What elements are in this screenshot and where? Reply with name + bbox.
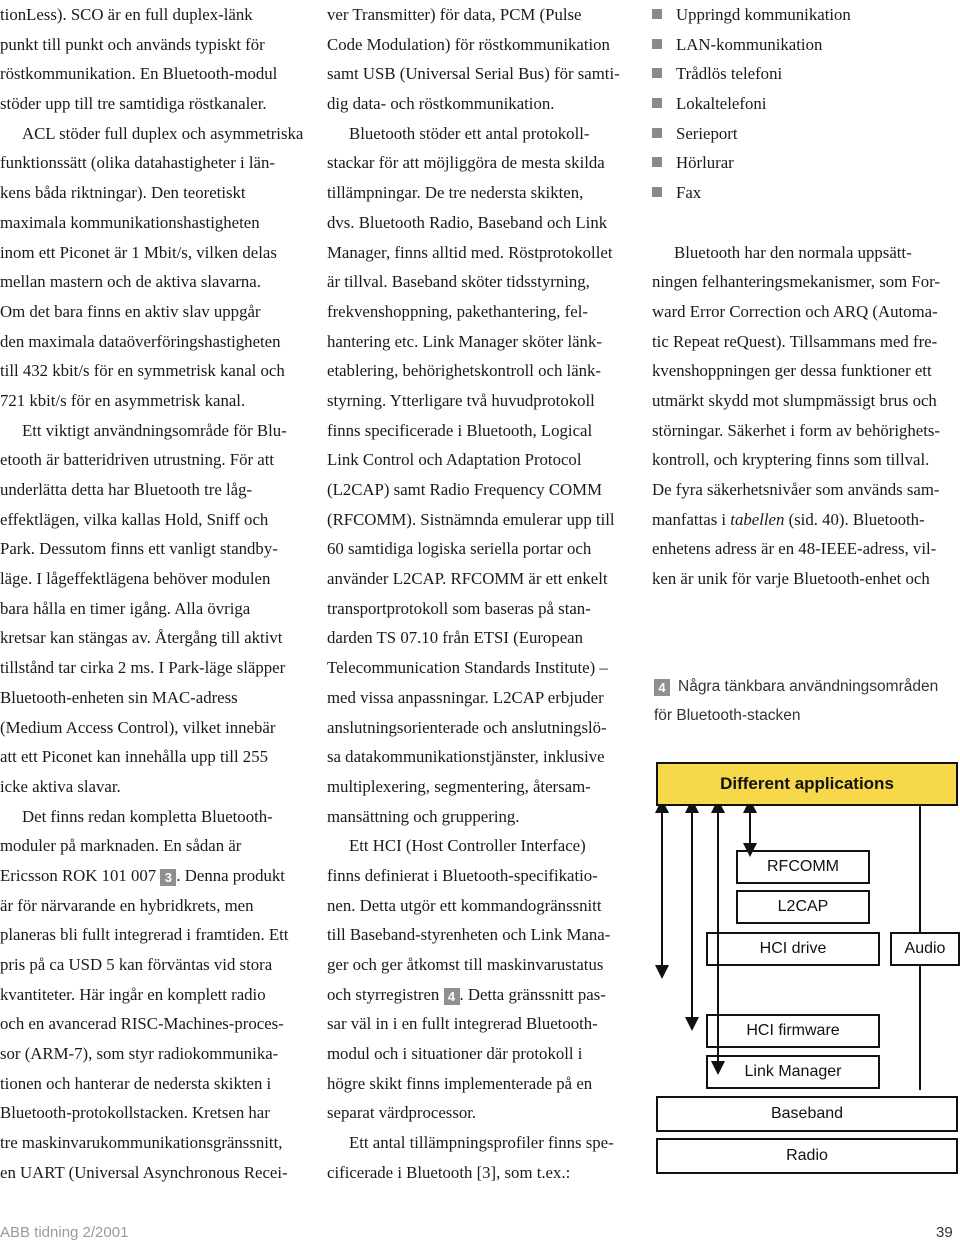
text-line: Bluetooth-enheten sin MAC-adress — [0, 687, 238, 707]
text-line: dvs. Bluetooth Radio, Baseband och Link — [327, 212, 608, 232]
footer-publication: ABB tidning 2/2001 — [0, 1224, 129, 1241]
text-segment: Ericsson ROK 101 007 — [0, 865, 157, 885]
text-line: nen. Detta utgör ett kommandogränssnitt — [327, 895, 602, 915]
text-line: funktionssätt (olika datahastigheter i län- — [0, 153, 275, 173]
text-line: pris på ca USD 5 kan förväntas vid stora — [0, 955, 273, 974]
text-line: planeras bli fullt integrerad i framtiden. Ett — [0, 925, 289, 945]
column-2 — [327, 0, 630, 1188]
text-line: transportprotokoll som baseras på stan- — [327, 598, 591, 618]
text-line: modul och i situationer där protokoll i — [327, 1044, 583, 1064]
text-line: punkt till punkt och används typiskt för — [0, 34, 265, 54]
layer-hci-firmware: HCI firmware — [706, 1014, 880, 1048]
bullet-label: LAN-kommunikation — [676, 34, 823, 54]
text-line: kens båda riktningar). Den teoretiskt — [0, 183, 246, 203]
text-line: Manager, finns alltid med. Röstprotokollet — [327, 242, 613, 262]
text-line: mansättning och gruppering. — [327, 806, 520, 826]
text-line: Bluetooth-protokollstacken. Kretsen har — [0, 1103, 270, 1123]
layer-baseband: Baseband — [656, 1096, 958, 1132]
text-line: att ett Piconet kan innehålla upp till 255 — [0, 747, 268, 767]
text-line: enhetens adress är en 48-IEEE-adress, vil- — [652, 539, 937, 559]
text-line: Code Modulation) för röstkommunikation — [327, 34, 610, 54]
text-line: darden TS 07.10 från ETSI (European — [327, 628, 583, 648]
text-line: effektlägen, vilka kallas Hold, Sniff och — [0, 509, 269, 529]
text-line: kvenshoppningen ger dessa funktioner ett — [652, 361, 932, 381]
text-line — [0, 861, 300, 891]
text-line: utmärkt skydd mot slumpmässigt brus och — [652, 390, 937, 410]
text-line: dig data- och röstkommunikation. — [327, 94, 555, 114]
text-line: röstkommunikation. En Bluetooth-modul — [0, 64, 278, 84]
figure-number-badge: 4 — [654, 679, 670, 696]
text-line: mellan mastern och de aktiva slavarna. — [0, 272, 261, 292]
bullet-label: Uppringd kommunikation — [676, 5, 851, 24]
text-line: underlätta detta har Bluetooth tre låg- — [0, 480, 253, 499]
text-line: styrning. Ytterligare två huvudprotokoll — [327, 390, 595, 410]
figure-ref-badge: 4 — [444, 988, 460, 1005]
text-line: är för närvarande en hybridkrets, men — [0, 895, 254, 915]
text-line: störningar. Säkerhet i form av behörighets- — [652, 420, 941, 440]
text-segment: . Detta gränssnitt pas- — [459, 984, 606, 1004]
page-number: 39 — [936, 1224, 953, 1241]
text-segment: manfattas i — [652, 509, 727, 529]
text-line: till 432 kbit/s för en symmetrisk kanal och — [0, 361, 285, 381]
text-line: anslutningsorienterade och anslutningslö- — [327, 717, 607, 737]
layer-audio: Audio — [890, 932, 960, 966]
layer-radio: Radio — [656, 1138, 958, 1174]
text-line: stöder upp till tre samtidiga röstkanaler. — [0, 94, 267, 114]
text-line: ward Error Correction och ARQ (Automa- — [652, 301, 938, 321]
square-bullet-icon — [652, 68, 662, 78]
figure-ref-badge: 3 — [160, 869, 176, 886]
bullet-item — [652, 30, 958, 60]
text-line: ken är unik för varje Bluetooth-enhet och — [652, 569, 930, 589]
text-line: använder L2CAP. RFCOMM är ett enkelt — [327, 569, 608, 589]
text-segment: och styrregistren — [327, 984, 440, 1004]
text-line: med vissa anpassningar. L2CAP erbjuder — [327, 687, 604, 707]
text-line: Ett antal tillämpningsprofiler finns spe- — [349, 1133, 614, 1153]
bullet-label: Serieport — [676, 123, 738, 143]
text-line: moduler på marknaden. En sådan är — [0, 836, 242, 856]
text-line: samt USB (Universal Serial Bus) för samti- — [327, 64, 620, 84]
text-line: icke aktiva slavar. — [0, 776, 121, 796]
bullet-item — [652, 148, 958, 178]
text-line: den maximala dataöverföringshastigheten — [0, 331, 281, 351]
text-line: Telecommunication Standards Institute) – — [327, 658, 608, 678]
text-line: Link Control och Adaptation Protocol — [327, 450, 582, 470]
text-line: (L2CAP) samt Radio Frequency COMM — [327, 480, 603, 499]
text-line: Bluetooth har den normala uppsätt- — [674, 242, 912, 262]
text-line: De fyra säkerhetsnivåer som används sam- — [652, 480, 940, 499]
layer-hci-drive: HCI drive — [706, 932, 880, 966]
square-bullet-icon — [652, 39, 662, 49]
bullet-item — [652, 0, 958, 30]
text-line: tionLess). SCO är en full duplex-länk — [0, 5, 253, 24]
text-line: (Medium Access Control), vilket innebär — [0, 717, 276, 737]
column-3 — [652, 0, 958, 594]
text-line: multiplexering, segmentering, återsam- — [327, 776, 591, 796]
text-line — [652, 505, 958, 535]
text-line: stackar för att möjliggöra de mesta skilda — [327, 153, 605, 173]
text-line: ver Transmitter) för data, PCM (Pulse — [327, 5, 582, 24]
text-line: separat värdprocessor. — [327, 1103, 477, 1123]
text-line: kvantiteter. Här ingår en komplett radio — [0, 984, 266, 1004]
text-line: kontroll, och kryptering finns som tillval. — [652, 450, 930, 470]
text-line: tillämpningar. De tre nedersta skikten, — [327, 183, 584, 203]
text-line: Det finns redan kompletta Bluetooth- — [22, 806, 273, 826]
text-line: Ett viktigt användningsområde för Blu- — [22, 420, 287, 440]
text-line — [327, 980, 630, 1010]
layer-rfcomm: RFCOMM — [736, 850, 870, 884]
spacer — [652, 208, 958, 238]
text-segment: . Denna produkt — [176, 865, 285, 885]
square-bullet-icon — [652, 128, 662, 138]
text-line: sa datakommunikationstjänster, inklusive — [327, 747, 605, 767]
square-bullet-icon — [652, 98, 662, 108]
caption-title: Några tänkbara användningsområden — [678, 678, 939, 695]
text-line: Ett HCI (Host Controller Interface) — [349, 836, 586, 856]
text-line: tre maskinvarukommunikationsgränssnitt, — [0, 1133, 283, 1153]
text-line: tillstånd tar cirka 2 ms. I Park-läge släpper — [0, 658, 286, 678]
text-line: en UART (Universal Asynchronous Recei- — [0, 1162, 288, 1182]
protocol-stack-diagram — [652, 762, 960, 1186]
text-line: ningen felhanteringsmekanismer, som For- — [652, 272, 940, 292]
square-bullet-icon — [652, 9, 662, 19]
text-line: 60 samtidiga logiska seriella portar och — [327, 539, 592, 559]
bullet-label: Trådlös telefoni — [676, 64, 783, 84]
layer-link-manager: Link Manager — [706, 1055, 880, 1089]
table-reference: tabellen — [730, 509, 785, 529]
text-line: sar väl in i en fullt integrerad Bluetooth- — [327, 1014, 598, 1034]
bullet-item — [652, 178, 958, 208]
text-line: läge. I lågeffektlägena behöver modulen — [0, 569, 271, 589]
text-line: bara hålla en timer igång. Alla övriga — [0, 598, 251, 618]
text-line: etablering, behörighetskontroll och länk- — [327, 361, 602, 381]
text-line: är tillval. Baseband sköter tidsstyrning, — [327, 272, 590, 292]
text-line: Park. Dessutom finns ett vanligt standby- — [0, 539, 278, 559]
text-line: högre skikt finns implementerade på en — [327, 1073, 593, 1093]
text-line: Om det bara finns en aktiv slav uppgår — [0, 301, 261, 321]
bullet-label: Fax — [676, 183, 702, 203]
caption-line: för Bluetooth-stacken — [654, 707, 801, 724]
bullet-item — [652, 59, 958, 89]
square-bullet-icon — [652, 187, 662, 197]
figure-caption — [654, 672, 960, 730]
text-line: ger och ger åtkomst till maskinvarustatus — [327, 955, 604, 974]
text-line: maximala kommunikationshastigheten — [0, 212, 260, 232]
caption-line — [654, 672, 960, 701]
text-line: finns definierat i Bluetooth-specifikatio- — [327, 865, 598, 885]
text-line: och en avancerad RISC-Machines-proces- — [0, 1014, 284, 1034]
text-line: ACL stöder full duplex och asymmetriska — [22, 123, 304, 143]
text-line: inom ett Piconet är 1 Mbit/s, vilken delas — [0, 242, 277, 262]
text-line: tic Repeat reQuest). Tillsammans med fre- — [652, 331, 938, 351]
text-line: kretsar kan stängas av. Återgång till aktivt — [0, 628, 283, 648]
text-line: 721 kbit/s för en asymmetrisk kanal. — [0, 390, 246, 410]
square-bullet-icon — [652, 157, 662, 167]
bullet-label: Lokaltelefoni — [676, 94, 767, 114]
text-line: (RFCOMM). Sistnämnda emulerar upp till — [327, 509, 615, 529]
bullet-item — [652, 89, 958, 119]
column-1 — [0, 0, 304, 1188]
text-line: sor (ARM-7), som styr radiokommunika- — [0, 1044, 279, 1064]
text-line: till Baseband-styrenheten och Link Mana- — [327, 925, 611, 945]
text-line: frekvenshoppning, pakethantering, fel- — [327, 301, 588, 321]
layer-l2cap: L2CAP — [736, 890, 870, 924]
text-line: finns specificerade i Bluetooth, Logical — [327, 420, 593, 440]
text-segment: (sid. 40). Bluetooth- — [788, 509, 925, 529]
bullet-label: Hörlurar — [676, 153, 734, 173]
text-line: Bluetooth stöder ett antal protokoll- — [349, 123, 590, 143]
text-line: tionen och hanterar de nedersta skikten i — [0, 1073, 272, 1093]
text-line: cificerade i Bluetooth [3], som t.ex.: — [327, 1162, 571, 1182]
text-line: hantering etc. Link Manager sköter länk- — [327, 331, 602, 351]
text-line: etooth är batteridriven utrustning. För att — [0, 450, 275, 470]
layer-different-applications: Different applications — [656, 762, 958, 806]
bullet-item — [652, 119, 958, 149]
